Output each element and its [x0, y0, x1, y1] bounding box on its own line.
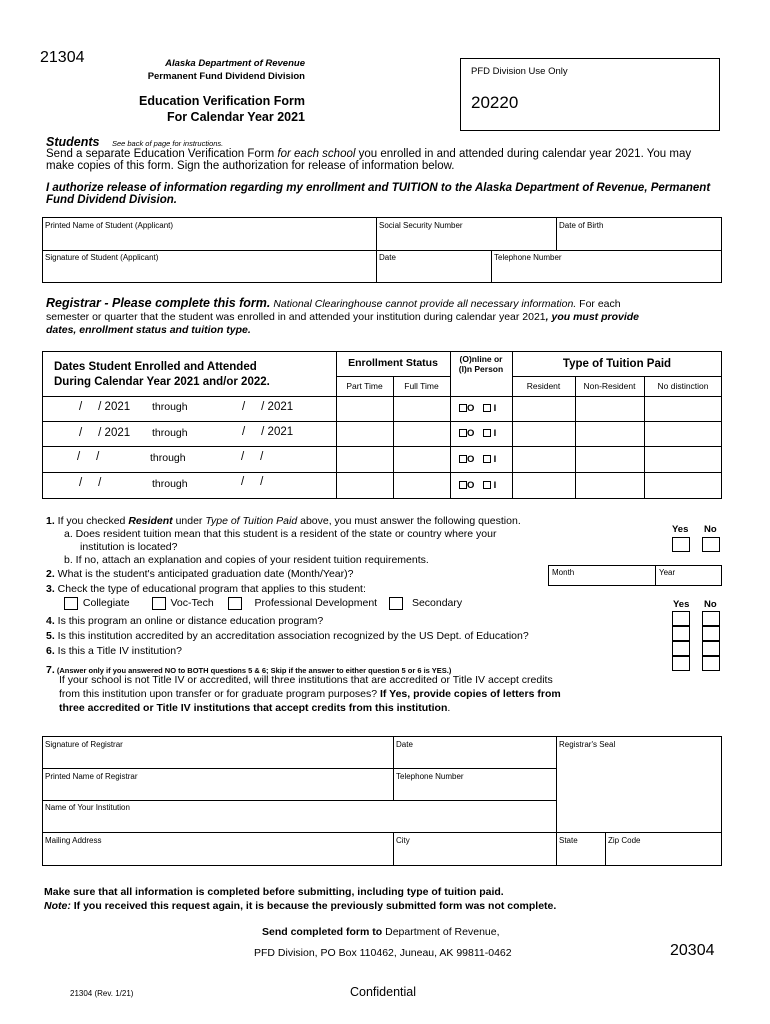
institution-name-field[interactable]: Name of Your Institution — [45, 803, 130, 812]
q4-no-checkbox[interactable] — [702, 611, 720, 626]
month-label: Month — [552, 568, 575, 577]
start-date[interactable]: / / 2021 — [79, 401, 131, 413]
question-6: 6. Is this a Title IV institution? — [46, 645, 182, 657]
mailing-address-field[interactable]: Mailing Address — [45, 836, 102, 845]
registrar-printed-name-field[interactable]: Printed Name of Registrar — [45, 772, 138, 781]
online-inperson-header: (O)nline or (I)n Person — [458, 354, 504, 374]
revision-code: 21304 (Rev. 1/21) — [70, 989, 134, 998]
question-1a-cont: institution is located? — [80, 541, 178, 553]
state-field[interactable]: State — [559, 836, 578, 845]
authorization-statement: I authorize release of information regarding my enrollment and TUITION to the Alaska Department of Revenue, Permanent Fund Dividend Division. — [46, 182, 711, 206]
non-resident-header: Non-Resident — [583, 381, 636, 391]
start-date[interactable]: / / — [79, 477, 102, 489]
yes-label: Yes — [673, 599, 690, 610]
q5-no-checkbox[interactable] — [702, 626, 720, 641]
through-label: through — [152, 401, 188, 413]
q1-yes-label: Yes — [672, 524, 689, 535]
dob-field[interactable]: Date of Birth — [559, 221, 604, 230]
students-section-heading: Students See back of page for instructions. — [46, 135, 224, 149]
table-row[interactable] — [42, 446, 722, 472]
division-name: Permanent Fund Dividend Division — [147, 71, 305, 82]
confidential-label: Confidential — [350, 985, 417, 999]
student-date-field[interactable]: Date — [379, 253, 396, 262]
question-7: 7. (Answer only if you answered NO to BOTH questions 5 & 6; Skip if the answer to either question 5 or 6 is YES.) — [46, 664, 452, 676]
form-code: 21304 — [40, 49, 85, 66]
use-only-label: PFD Division Use Only — [471, 66, 568, 77]
dates-column-header: Dates Student Enrolled and Attended During Calendar Year 2021 and/or 2022. — [54, 361, 270, 388]
question-1b: b. If no, attach an explanation and copies of your resident tuition requirements. — [64, 554, 429, 566]
yes-no-grid — [672, 611, 721, 673]
online-inperson-options: O I — [459, 428, 496, 439]
end-date[interactable]: / / — [241, 476, 264, 488]
no-label: No — [704, 599, 717, 610]
registrar-info-table — [42, 736, 722, 866]
collegiate-label: Collegiate — [82, 597, 130, 610]
online-checkbox[interactable] — [459, 429, 467, 437]
registrar-instructions: Registrar - Please complete this form. National Clearinghouse cannot provide all necessary information. For each semester or quarter that the student was enrolled in and attended your institution during calendar year 2021, you must provide dates, enrollment status and tuition type. — [46, 296, 640, 336]
q6-yes-checkbox[interactable] — [672, 641, 690, 656]
send-to-line: Send completed form to Department of Revenue, — [262, 926, 500, 938]
online-inperson-options: O I — [459, 454, 496, 465]
enrollment-table — [42, 351, 722, 499]
form-code-bottom: 20304 — [670, 942, 715, 959]
full-time-header: Full Time — [404, 381, 439, 391]
students-instructions: Send a separate Education Verification Form for each school you enrolled in and attended during calendar year 2021. You may make copies of this form. Sign the authorization for release of information below. — [46, 148, 692, 172]
table-row[interactable] — [42, 421, 722, 446]
use-only-value: 20220 — [471, 93, 519, 112]
through-label: through — [150, 452, 186, 464]
professional-checkbox[interactable] — [228, 597, 242, 610]
q1-no-label: No — [704, 524, 717, 535]
agency-name: Alaska Department of Revenue — [165, 58, 305, 69]
form-title-line2: For Calendar Year 2021 — [166, 110, 305, 124]
completion-reminder: Make sure that all information is completed before submitting, including type of tuition paid. — [44, 886, 504, 898]
form-title-line1: Education Verification Form — [139, 94, 305, 108]
q4-yes-checkbox[interactable] — [672, 611, 690, 626]
through-label: through — [152, 427, 188, 439]
online-inperson-options: O I — [459, 403, 496, 414]
online-inperson-options: O I — [459, 480, 496, 491]
question-4: 4. Is this program an online or distance education program? — [46, 615, 324, 627]
registrar-signature-field[interactable]: Signature of Registrar — [45, 740, 123, 749]
registrar-seal-field[interactable]: Registrar's Seal — [559, 740, 616, 749]
voc-tech-label: Voc-Tech — [170, 597, 214, 610]
end-date[interactable]: / / — [241, 451, 264, 463]
division-use-box — [460, 58, 720, 131]
registrar-date-field[interactable]: Date — [396, 740, 413, 749]
tuition-type-header: Type of Tuition Paid — [562, 358, 672, 370]
q5-yes-checkbox[interactable] — [672, 626, 690, 641]
through-label: through — [152, 478, 188, 490]
student-signature-field[interactable]: Signature of Student (Applicant) — [45, 253, 159, 262]
question-7-text: If your school is not Title IV or accredited, will three institutions that are accredited or Title IV accept credits from this institution upon transfer or for graduate program purposes? If Yes, provide copies of letters from three accredited or Title IV institutions that accept credits from this institution. — [59, 674, 561, 714]
no-distinction-header: No distinction — [657, 381, 709, 391]
question-3: 3. Check the type of educational program that applies to this student: — [46, 583, 366, 595]
end-date[interactable]: / / 2021 — [242, 401, 294, 413]
graduation-date-field[interactable] — [548, 565, 722, 586]
zip-code-field[interactable]: Zip Code — [608, 836, 641, 845]
start-date[interactable]: / / 2021 — [79, 427, 131, 439]
resident-header: Resident — [526, 381, 561, 391]
mailing-address: PFD Division, PO Box 110462, Juneau, AK 99811-0462 — [254, 947, 512, 959]
question-5: 5. Is this institution accredited by an accreditation association recognized by the US Dept. of Education? — [46, 630, 529, 642]
end-date[interactable]: / / 2021 — [242, 426, 294, 438]
secondary-label: Secondary — [411, 597, 463, 610]
inperson-checkbox[interactable] — [483, 429, 491, 437]
q1-no-checkbox[interactable] — [702, 537, 720, 552]
inperson-checkbox[interactable] — [483, 404, 491, 412]
professional-label: Professional Development — [254, 597, 378, 610]
registrar-telephone-field[interactable]: Telephone Number — [396, 772, 464, 781]
question-1a: a. Does resident tuition mean that this student is a resident of the state or country where your — [64, 528, 497, 540]
inperson-checkbox[interactable] — [483, 455, 491, 463]
collegiate-checkbox[interactable] — [64, 597, 78, 610]
online-checkbox[interactable] — [459, 455, 467, 463]
table-row[interactable] — [42, 396, 722, 421]
question-2: 2. What is the student's anticipated graduation date (Month/Year)? — [46, 568, 354, 580]
part-time-header: Part Time — [346, 381, 383, 391]
program-type-options — [64, 597, 462, 610]
city-field[interactable]: City — [396, 836, 410, 845]
q7-no-checkbox[interactable] — [702, 656, 720, 671]
online-checkbox[interactable] — [459, 481, 467, 489]
student-telephone-field[interactable]: Telephone Number — [494, 253, 562, 262]
start-date[interactable]: / / — [77, 451, 100, 463]
q6-no-checkbox[interactable] — [702, 641, 720, 656]
q1-yes-checkbox[interactable] — [672, 537, 690, 552]
secondary-checkbox[interactable] — [389, 597, 403, 610]
student-info-table — [42, 217, 722, 283]
table-row[interactable] — [42, 472, 722, 498]
year-label: Year — [659, 568, 676, 577]
question-1: 1. If you checked Resident under Type of Tuition Paid above, you must answer the following question. — [46, 515, 521, 527]
ssn-field[interactable]: Social Security Number — [379, 221, 463, 230]
voc-tech-checkbox[interactable] — [152, 597, 166, 610]
online-checkbox[interactable] — [459, 404, 467, 412]
q7-yes-checkbox[interactable] — [672, 656, 690, 671]
student-printed-name-field[interactable]: Printed Name of Student (Applicant) — [45, 221, 174, 230]
resubmission-note: Note: If you received this request again, it is because the previously submitted form was not complete. — [44, 900, 557, 912]
inperson-checkbox[interactable] — [483, 481, 491, 489]
enrollment-status-header: Enrollment Status — [348, 357, 438, 369]
